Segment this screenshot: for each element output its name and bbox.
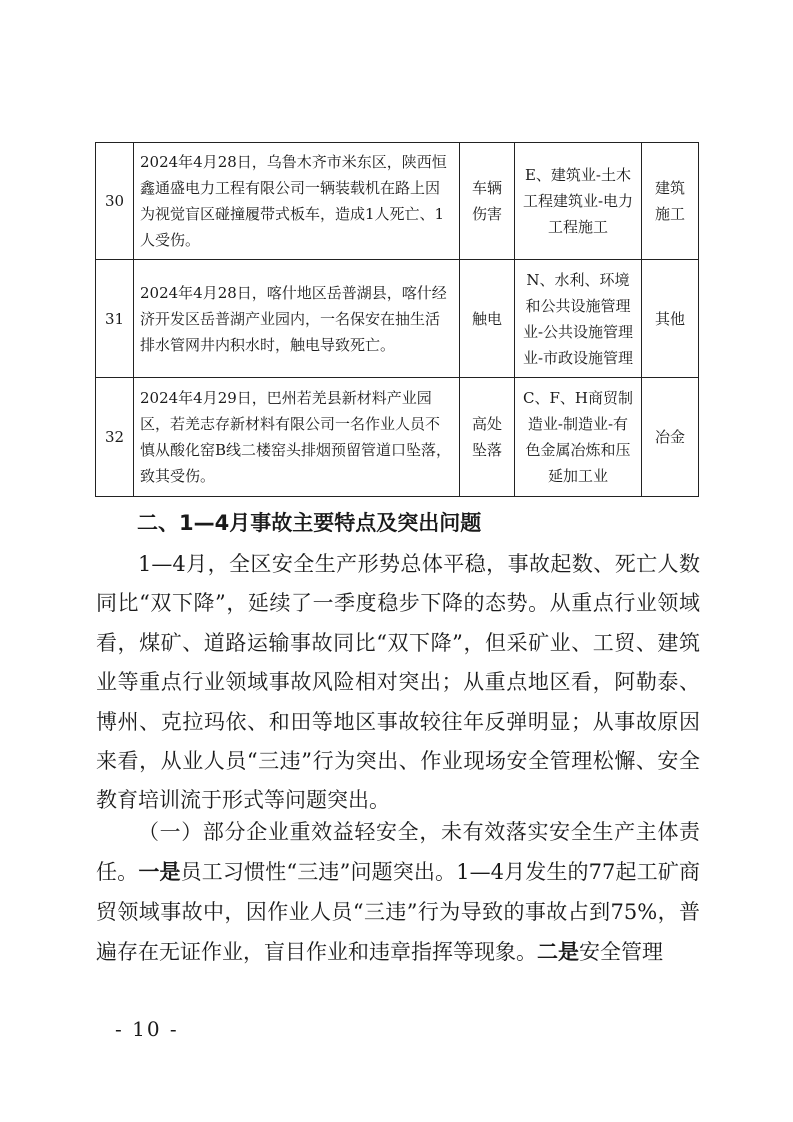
row-number: 32 bbox=[96, 378, 134, 497]
industry-classification: E、建筑业-土木工程建筑业-电力工程施工 bbox=[515, 143, 642, 260]
sector-category: 其他 bbox=[642, 260, 699, 378]
point-marker-second: 二是 bbox=[537, 939, 579, 965]
summary-paragraph: 1—4月，全区安全生产形势总体平稳，事故起数、死亡人数同比“双下降”，延续了一季度稳步下降的态势。从重点行业领域看，煤矿、道路运输事故同比“双下降”，但采矿业、工贸、建筑业等重点行业领域事故风险相对突出；从重点地区看，阿勒泰、博州、克拉玛依、和田等地区事故较往年反弹明显；从事故原因来看，从业人员“三违”行为突出、作业现场安全管理松懈、安全教育培训流于形式等问题突出。 bbox=[96, 552, 700, 813]
accident-description: 2024年4月28日，喀什地区岳普湖县，喀什经济开发区岳普湖产业园内，一名保安在抽生活排水管网井内积水时，触电导致死亡。 bbox=[134, 260, 460, 378]
accident-description: 2024年4月28日，乌鲁木齐市米东区，陕西恒鑫通盛电力工程有限公司一辆装载机在路上因为视觉盲区碰撞履带式板车，造成1人死亡、1人受伤。 bbox=[134, 143, 460, 260]
industry-classification: N、水利、环境和公共设施管理业-公共设施管理业-市政设施管理 bbox=[515, 260, 642, 378]
point-marker-first: 一是 bbox=[138, 859, 181, 885]
accident-table bbox=[95, 142, 699, 497]
row-number: 30 bbox=[96, 143, 134, 260]
section-heading: 二、1—4月事故主要特点及突出问题 bbox=[137, 511, 482, 535]
point-text-first: 员工习惯性“三违”问题突出。1—4月发生的77起工矿商贸领域事故中，因作业人员“三违”行为导致的事故占到75%，普遍存在无证作业，盲目作业和违章指挥等现象。 bbox=[96, 860, 701, 965]
accident-type: 高处坠落 bbox=[460, 378, 515, 497]
row-number: 31 bbox=[96, 260, 134, 378]
findings-paragraph bbox=[96, 813, 700, 973]
sector-category: 建筑施工 bbox=[642, 143, 699, 260]
accident-description: 2024年4月29日，巴州若羌县新材料产业园区，若羌志存新材料有限公司一名作业人员不慎从酸化窑B线二楼窑头排烟预留管道口坠落，致其受伤。 bbox=[134, 378, 460, 497]
page-number: - 10 - bbox=[115, 1017, 179, 1041]
subsection-heading: （一）部分企业重效益轻安全，未有效落实安全生产主体责任。 bbox=[96, 820, 700, 885]
industry-classification: C、F、H商贸制造业-制造业-有色金属冶炼和压延加工业 bbox=[515, 378, 642, 497]
accident-type: 触电 bbox=[460, 260, 515, 378]
sector-category: 冶金 bbox=[642, 378, 699, 497]
accident-type: 车辆伤害 bbox=[460, 143, 515, 260]
table-row bbox=[96, 143, 699, 260]
point-text-second: 安全管理 bbox=[579, 940, 663, 965]
table-row bbox=[96, 260, 699, 378]
table-row bbox=[96, 378, 699, 497]
